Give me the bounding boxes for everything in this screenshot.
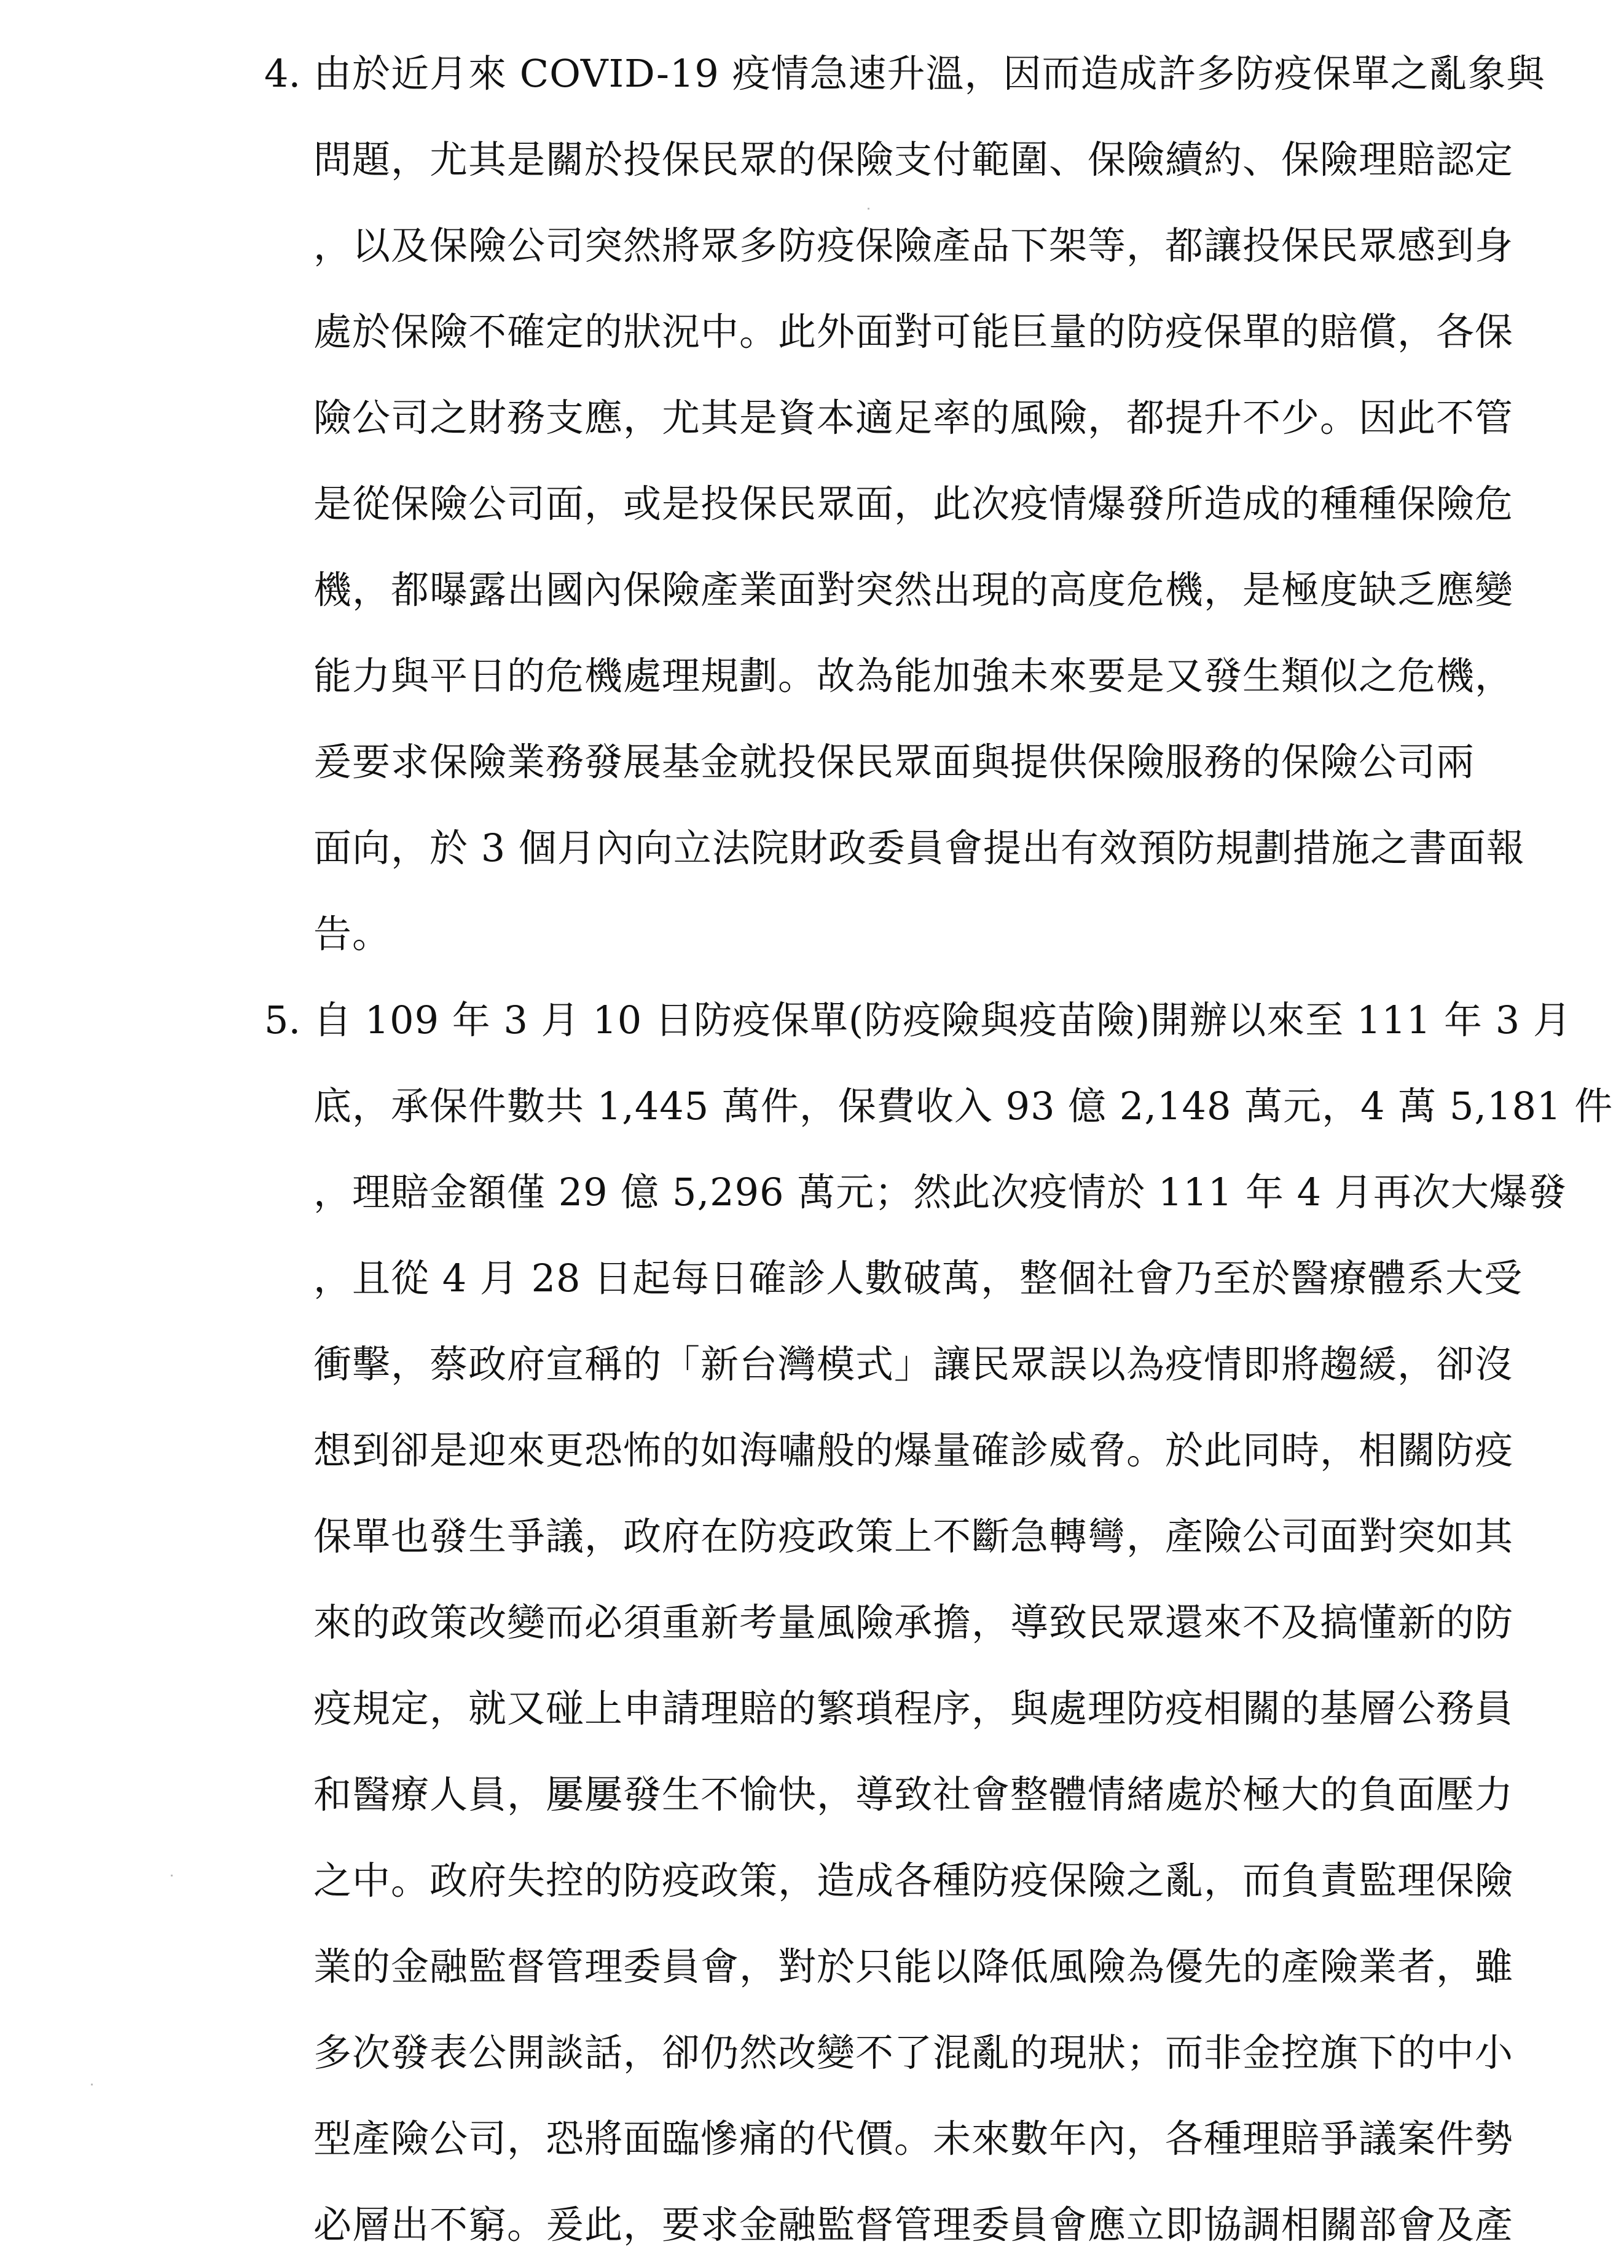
text-line: 自 109 年 3 月 10 日防疫保單(防疫險與疫苗險)開辦以來至 111 年 3 月 [313, 998, 1572, 1042]
text-line: 之中。政府失控的防疫政策，造成各種防疫保險之亂，而負責監理保險 [313, 1858, 1514, 1903]
text-line: 由於近月來 COVID-19 疫情急速升溫，因而造成許多防疫保單之亂象與 [313, 51, 1545, 96]
text-line: 處於保險不確定的狀況中。此外面對可能巨量的防疫保單的賠償，各保 [313, 309, 1514, 354]
text-line: 業的金融監督管理委員會，對於只能以降低風險為優先的產險業者，雖 [313, 1944, 1514, 1989]
item-number: 4. [264, 51, 301, 96]
text-line: 機，都曝露出國內保險產業面對突然出現的高度危機，是極度缺乏應變 [313, 567, 1514, 612]
text-line: 問題，尤其是關於投保民眾的保險支付範圍、保險續約、保險理賠認定 [313, 137, 1514, 182]
text-line: 告。 [313, 912, 391, 956]
text-line: ，以及保險公司突然將眾多防疫保險產品下架等，都讓投保民眾感到身 [313, 223, 1514, 268]
item-text [313, 31, 1591, 977]
text-line: 必層出不窮。爰此，要求金融監督管理委員會應立即協調相關部會及產 [313, 2202, 1514, 2247]
text-line: 來的政策改變而必須重新考量風險承擔，導致民眾還來不及搞懂新的防 [313, 1600, 1514, 1645]
text-line: ，理賠金額僅 29 億 5,296 萬元；然此次疫情於 111 年 4 月再次大爆發 [313, 1170, 1567, 1215]
text-line: 和醫療人員，屢屢發生不愉快，導致社會整體情緒處於極大的負面壓力 [313, 1772, 1514, 1817]
item-number: 5. [264, 998, 301, 1042]
text-line: 險公司之財務支應，尤其是資本適足率的風險，都提升不少。因此不管 [313, 395, 1514, 440]
text-line: ，且從 4 月 28 日起每日確診人數破萬，整個社會乃至於醫療體系大受 [313, 1256, 1523, 1301]
scan-speck [91, 2084, 93, 2085]
text-line: 底，承保件數共 1,445 萬件，保費收入 93 億 2,148 萬元，4 萬 5,181 件 [313, 1084, 1614, 1128]
scan-speck [868, 208, 869, 210]
text-line: 疫規定，就又碰上申請理賠的繁瑣程序，與處理防疫相關的基層公務員 [313, 1686, 1514, 1731]
scan-speck [171, 1875, 173, 1876]
text-line: 型產險公司，恐將面臨慘痛的代價。未來數年內，各種理賠爭議案件勢 [313, 2116, 1514, 2161]
item-text [313, 977, 1614, 2268]
text-line: 面向，於 3 個月內向立法院財政委員會提出有效預防規劃措施之書面報 [313, 825, 1525, 870]
text-line: 爰要求保險業務發展基金就投保民眾面與提供保險服務的保險公司兩 [313, 739, 1475, 784]
text-line: 想到卻是迎來更恐怖的如海嘯般的爆量確診威脅。於此同時，相關防疫 [313, 1428, 1514, 1473]
text-line: 是從保險公司面，或是投保民眾面，此次疫情爆發所造成的種種保險危 [313, 481, 1514, 526]
text-line: 保單也發生爭議，政府在防疫政策上不斷急轉彎，產險公司面對突如其 [313, 1514, 1514, 1559]
text-line: 能力與平日的危機處理規劃。故為能加強未來要是又發生類似之危機， [313, 653, 1514, 698]
text-line: 衝擊，蔡政府宣稱的「新台灣模式」讓民眾誤以為疫情即將趨緩，卻沒 [313, 1342, 1514, 1387]
text-line: 多次發表公開談話，卻仍然改變不了混亂的現狀；而非金控旗下的中小 [313, 2030, 1514, 2075]
